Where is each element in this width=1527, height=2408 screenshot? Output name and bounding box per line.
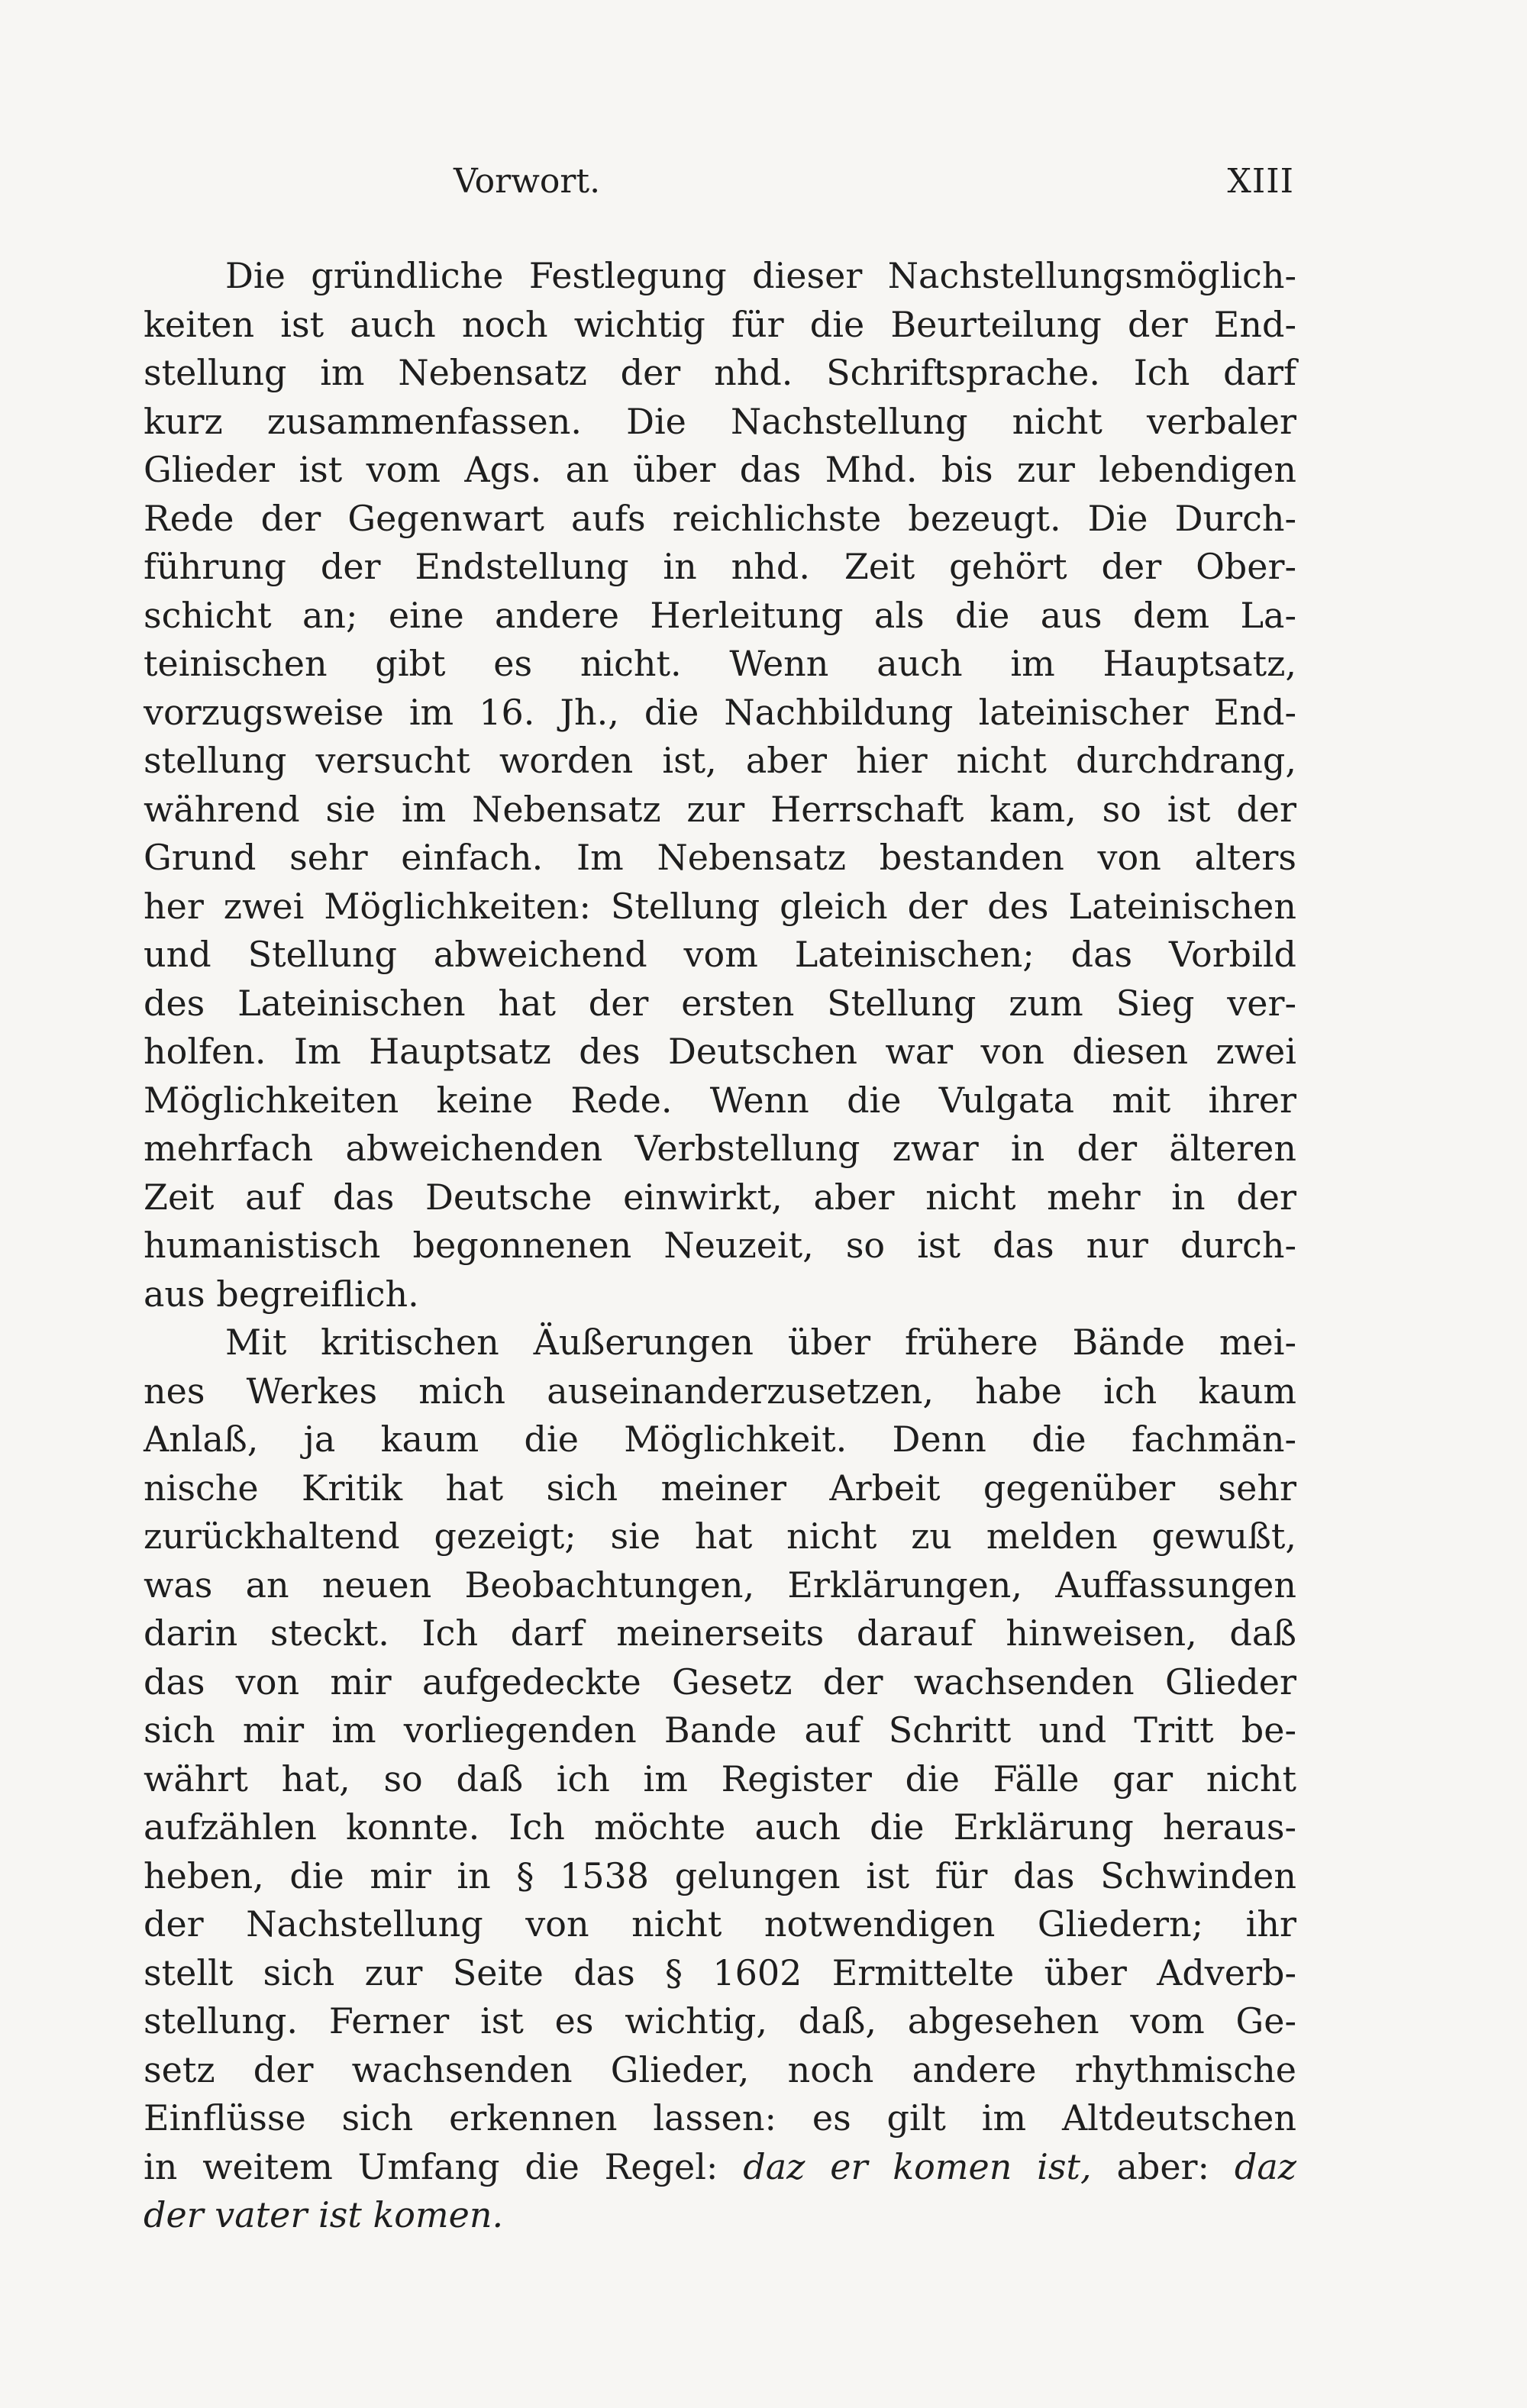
text-line: mehrfach abweichenden Verbstellung zwar in der älteren bbox=[144, 1128, 1296, 1169]
text-fragment: aber: bbox=[1091, 2145, 1235, 2187]
text-line: stellt sich zur Seite das § 1602 Ermittelte über Adverb- bbox=[144, 1951, 1296, 1993]
text-line: aus begreiflich. bbox=[144, 1273, 419, 1315]
example-phrase: daz er komen ist, bbox=[743, 2145, 1092, 2187]
text-line: her zwei Möglichkeiten: Stellung gleich der des Lateinischen bbox=[144, 885, 1296, 927]
text-line: heben, die mir in § 1538 gelungen ist für das Schwinden bbox=[144, 1854, 1296, 1896]
text-line: Einflüsse sich erkennen lassen: es gilt im Altdeutschen bbox=[144, 2097, 1296, 2138]
text-line: das von mir aufgedeckte Gesetz der wachsenden Glieder bbox=[144, 1661, 1296, 1703]
text-line: stellung. Ferner ist es wichtig, daß, abgesehen vom Ge- bbox=[144, 2000, 1296, 2042]
text-line: was an neuen Beobachtungen, Erklärungen, Auffassungen bbox=[144, 1564, 1296, 1606]
text-line: holfen. Im Hauptsatz des Deutschen war von diesen zwei bbox=[144, 1031, 1296, 1072]
paragraph-1 bbox=[144, 252, 1296, 1319]
running-head-title: Vorwort. bbox=[453, 162, 601, 201]
text-line: darin steckt. Ich darf meinerseits darauf hinweisen, daß bbox=[144, 1612, 1296, 1654]
text-line-with-example bbox=[144, 2143, 1296, 2192]
text-line: zurückhaltend gezeigt; sie hat nicht zu melden gewußt, bbox=[144, 1515, 1296, 1557]
text-line: Möglichkeiten keine Rede. Wenn die Vulgata mit ihrer bbox=[144, 1079, 1296, 1121]
text-line: währt hat, so daß ich im Register die Fälle gar nicht bbox=[144, 1758, 1296, 1800]
text-line: führung der Endstellung in nhd. Zeit gehört der Ober- bbox=[144, 546, 1296, 587]
text-line: schicht an; eine andere Herleitung als die aus dem La- bbox=[144, 594, 1296, 636]
text-line: während sie im Nebensatz zur Herrschaft kam, so ist der bbox=[144, 788, 1296, 830]
example-phrase-continuation: der vater ist komen. bbox=[144, 2194, 504, 2235]
text-line: keiten ist auch noch wichtig für die Beurteilung der End- bbox=[144, 303, 1296, 345]
text-line: Grund sehr einfach. Im Nebensatz bestanden von alters bbox=[144, 837, 1296, 878]
text-line: stellung im Nebensatz der nhd. Schriftsprache. Ich darf bbox=[144, 352, 1296, 393]
body-text bbox=[144, 252, 1296, 2240]
text-line: Rede der Gegenwart aufs reichlichste bezeugt. Die Durch- bbox=[144, 497, 1296, 539]
text-line: nes Werkes mich auseinanderzusetzen, habe ich kaum bbox=[144, 1370, 1296, 1412]
running-head bbox=[145, 159, 1294, 205]
text-line: des Lateinischen hat der ersten Stellung zum Sieg ver- bbox=[144, 982, 1296, 1024]
text-line: kurz zusammenfassen. Die Nachstellung nicht verbaler bbox=[144, 400, 1296, 442]
text-fragment: in weitem Umfang die Regel: bbox=[144, 2145, 744, 2187]
text-line: Zeit auf das Deutsche einwirkt, aber nicht mehr in der bbox=[144, 1176, 1296, 1218]
example-phrase: daz bbox=[1234, 2145, 1297, 2187]
text-line: Mit kritischen Äußerungen über frühere Bände mei- bbox=[225, 1322, 1296, 1363]
text-line: sich mir im vorliegenden Bande auf Schritt und Tritt be- bbox=[144, 1709, 1296, 1751]
text-line: aufzählen konnte. Ich möchte auch die Erklärung heraus- bbox=[144, 1806, 1296, 1848]
text-line: teinischen gibt es nicht. Wenn auch im Hauptsatz, bbox=[144, 643, 1296, 684]
text-line: nische Kritik hat sich meiner Arbeit gegenüber sehr bbox=[144, 1467, 1296, 1509]
text-line: setz der wachsenden Glieder, noch andere rhythmische bbox=[144, 2048, 1296, 2090]
text-line: humanistisch begonnenen Neuzeit, so ist das nur durch- bbox=[144, 1225, 1296, 1266]
text-line: Anlaß, ja kaum die Möglichkeit. Denn die fachmän- bbox=[144, 1419, 1296, 1460]
paragraph-2 bbox=[144, 1319, 1296, 2240]
text-line: stellung versucht worden ist, aber hier nicht durchdrang, bbox=[144, 740, 1296, 781]
text-line: und Stellung abweichend vom Lateinischen; das Vorbild bbox=[144, 934, 1296, 975]
text-line: vorzugsweise im 16. Jh., die Nachbildung lateinischer End- bbox=[144, 691, 1296, 733]
text-line: der Nachstellung von nicht notwendigen Gliedern; ihr bbox=[144, 1903, 1296, 1945]
text-line: Die gründliche Festlegung dieser Nachstellungsmöglich- bbox=[225, 255, 1296, 296]
text-line: Glieder ist vom Ags. an über das Mhd. bis zur lebendigen bbox=[144, 449, 1296, 490]
page-number: XIII bbox=[1227, 162, 1294, 201]
